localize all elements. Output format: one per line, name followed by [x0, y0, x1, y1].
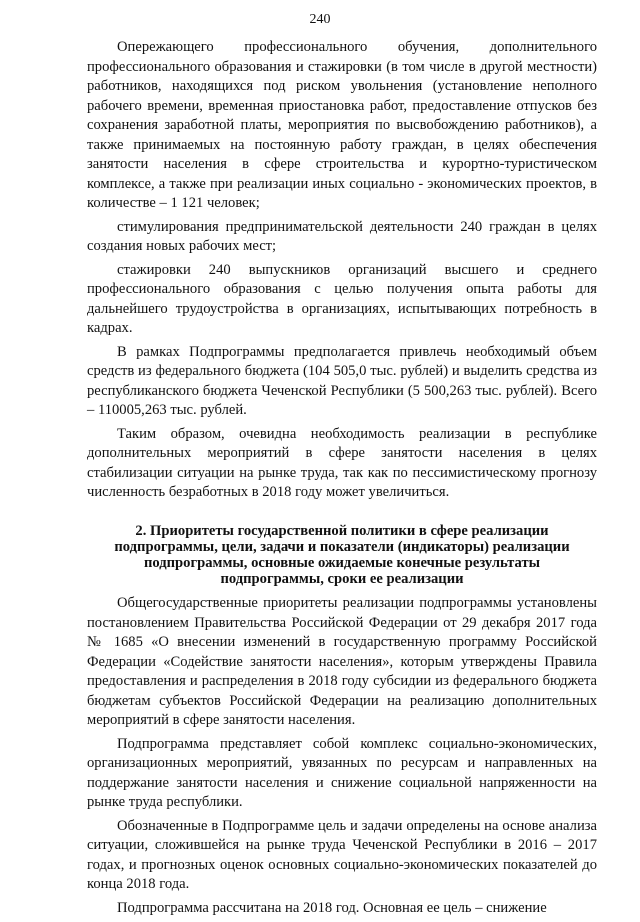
section-heading-line-4: подпрограммы, сроки ее реализации [220, 571, 464, 588]
section-heading [87, 523, 597, 588]
section-heading-line-2: подпрограммы, цели, задачи и показатели (индикаторы) реализации [114, 538, 570, 555]
paragraph-program-description: Подпрограмма представляет собой комплекс социально-экономических, организационных мероприятий, увязанных по ресурсам и направленных на поддержание занятости населения и снижение социальной напряженности на рынке труда республики. [87, 735, 597, 811]
paragraph-conclusion: Таким образом, очевидна необходимость реализации в республике дополнительных мероприятий в сфере занятости населения в целях стабилизации ситуации на рынке труда, так как по пессимистическому прогнозу численность безработных в 2018 году может увеличиться. [87, 425, 597, 500]
paragraph-advance-training: Опережающего профессионального обучения, дополнительного профессионального образования и стажировки (в том числе в другой местности) работников, находящихся под риском увольнения (установление неполного рабочего времени, временная приостановка работ, предоставление отпусков без сохранения заработной платы, мероприятия по высвобождению работников), а также принимаемых на постоянную работу граждан, в целях обеспечения занятости населения в сфере строительства и курортно-туристическом комплексе, а также при реализации иных социально - экономических проектов, в количестве – 1 121 человек; [87, 39, 597, 211]
paragraph-funding: В рамках Подпрограммы предполагается привлечь необходимый объем средств из федерального бюджета (104 505,0 тыс. рублей) и выделить средства из республиканского бюджета Чеченской Республики (5 500,263 тыс. рублей). Всего – 110005,263 тыс. рублей. [87, 343, 597, 418]
section-heading-line-3: подпрограммы, основные ожидаемые конечные результаты [143, 554, 541, 571]
paragraph-entrepreneurship: стимулирования предпринимательской деятельности 240 граждан в целях создания новых рабочих мест; [87, 218, 597, 254]
document-body [87, 38, 597, 922]
section-heading-line-1: 2. Приоритеты государственной политики в сфере реализации [135, 522, 549, 539]
paragraph-goals-basis: Обозначенные в Подпрограмме цель и задачи определены на основе анализа ситуации, сложившейся на рынке труда Чеченской Республики в 2016 – 2017 годах, и прогнозных оценок основных социально-экономических показателей до конца 2018 года. [87, 817, 597, 893]
paragraph-priorities: Общегосударственные приоритеты реализации подпрограммы установлены постановлением Правительства Российской Федерации от 29 декабря 2017 года № 1685 «О внесении изменений в государственную программу Российской Федерации «Содействие занятости населения», которым утверждены Правила предоставления и распределения в 2018 году субсидии из федерального бюджета бюджетам субъектов Российской Федерации на реализацию дополнительных мероприятий в сфере занятости населения. [87, 595, 597, 729]
paragraph-internships: стажировки 240 выпускников организаций высшего и среднего профессионального образования с целью получения опыта работы для дальнейшего трудоустройства в организациях, испытывающих потребность в кадрах. [87, 261, 597, 336]
paragraph-program-term: Подпрограмма рассчитана на 2018 год. Основная ее цель – снижение [117, 899, 547, 916]
page-number: 240 [309, 12, 331, 27]
